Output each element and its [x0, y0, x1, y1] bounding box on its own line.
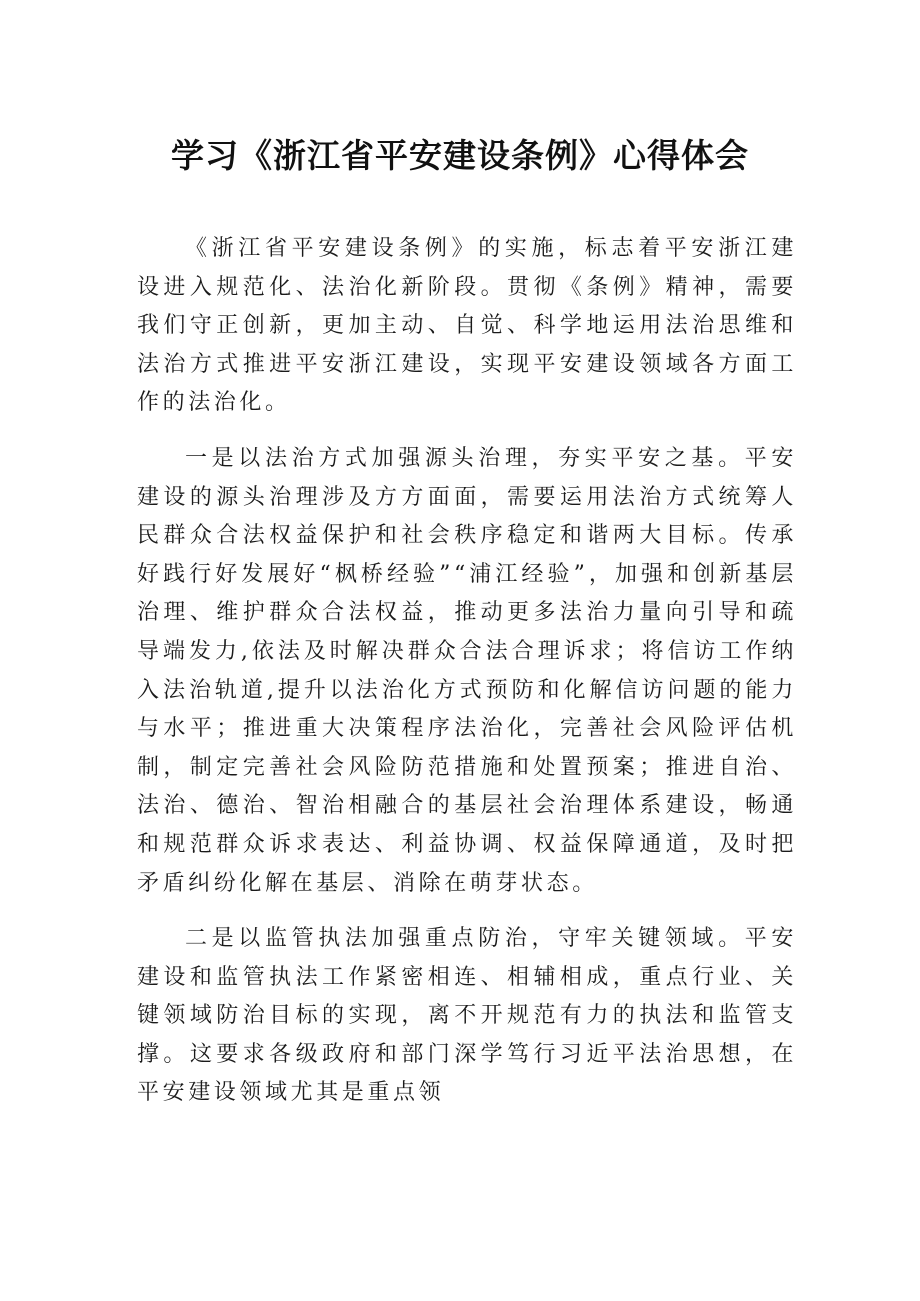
document-title: 学习《浙江省平安建设条例》心得体会: [171, 136, 749, 175]
paragraph-source-governance: 一是以法治方式加强源头治理，夯实平安之基。平安建设的源头治理涉及方方面面，需要运用法治方式统筹人民群众合法权益保护和社会秩序稳定和谐两大目标。传承好践行好发展好“枫桥经验”“浦江经验”，加强和创新基层治理、维护群众合法权益，推动更多法治力量向引导和疏导端发力,依法及时解决群众合法合理诉求；将信访工作纳入法治轨道,提升以法治化方式预防和化解信访问题的能力与水平；推进重大决策程序法治化，完善社会风险评估机制，制定完善社会风险防范措施和处置预案；推进自治、法治、德治、智治相融合的基层社会治理体系建设，畅通和规范群众诉求表达、利益协调、权益保障通道，及时把矛盾纠纷化解在基层、消除在萌芽状态。: [137, 445, 797, 896]
document-body: [137, 230, 797, 1130]
paragraph-key-areas: 二是以监管执法加强重点防治，守牢关键领域。平安建设和监管执法工作紧密相连、相辅相成，重点行业、关键领域防治目标的实现，离不开规范有力的执法和监管支撑。这要求各级政府和部门深学笃行习近平法治思想，在平安建设领域尤其是重点领: [137, 926, 797, 1106]
paragraph-intro: 《浙江省平安建设条例》的实施，标志着平安浙江建设进入规范化、法治化新阶段。贯彻《条例》精神，需要我们守正创新，更加主动、自觉、科学地运用法治思维和法治方式推进平安浙江建设，实现平安建设领域各方面工作的法治化。: [137, 236, 797, 416]
